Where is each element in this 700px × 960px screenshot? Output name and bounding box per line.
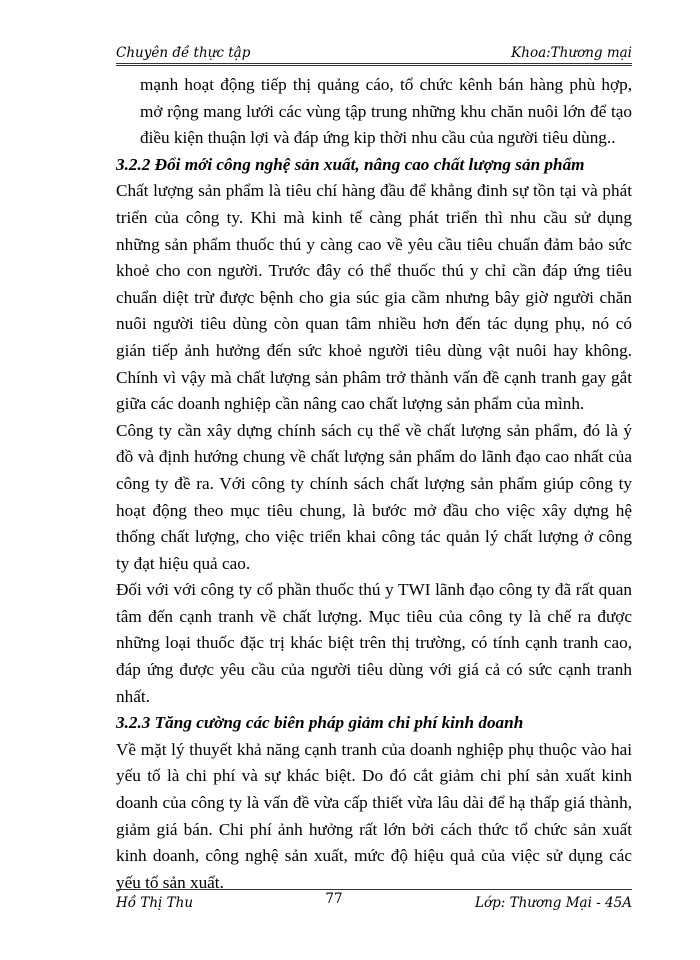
section-heading-3-2-3: 3.2.3 Tăng cường các biên pháp giảm chi phí kinh doanh — [116, 713, 524, 733]
intro-paragraph: mạnh hoạt động tiếp thị quảng cáo, tổ chức kênh bán hàng phù hợp, mở rộng mang lưới các vùng tập trung những khu chăn nuôi lớn để tạo điều kiện thuận lợi và đáp ứng kip thời nhu cầu của người tiêu dùng.. — [140, 75, 632, 148]
paragraph: Về mặt lý thuyết khả năng cạnh tranh của doanh nghiệp phụ thuộc vào hai yếu tố là chi phí và sự khác biệt. Do đó cắt giảm chi phí sản xuất kinh doanh của công ty là vấn đề vừa cấp thiết vừa lâu dài để hạ thấp giá thành, giảm giá bán. Chi phí ảnh hưởng rất lớn bởi cách thức tổ chức sản xuất kinh doanh, công nghệ sản xuất, mức độ hiệu quả của việc sử dụng các yếu tố sản xuất. — [116, 739, 632, 892]
document-body — [116, 72, 632, 896]
section-heading-3-2-2: 3.2.2 Đổi mới công nghệ sản xuất, nâng cao chất lượng sản phẩm — [116, 154, 585, 174]
header-right-department: Khoa:Thương mại — [511, 45, 632, 61]
footer-class: Lớp: Thương Mại - 45A — [475, 895, 632, 911]
header-left-title: Chuyên đề thực tập — [116, 45, 251, 61]
page-number: 77 — [325, 891, 343, 907]
paragraph: Công ty cần xây dựng chính sách cụ thể về chất lượng sản phẩm, đó là ý đồ và định hướng chung về chất lượng sản phẩm do lãnh đạo cao nhất của công ty đề ra. Với công ty chính sách chất lượng sản phẩm giúp công ty hoạt động theo mục tiêu chung, là bước mở đầu cho việc xây dựng hệ thống chất lượng, cho việc triển khai công tác quản lý chất lượng ở công ty đạt hiệu quả cao. — [116, 420, 632, 573]
footer-author: Hồ Thị Thu — [116, 895, 194, 911]
paragraph: Chất lượng sản phẩm là tiêu chí hàng đầu để khẳng đinh sự tồn tại và phát triển của công ty. Khi mà kinh tế càng phát triển thì nhu cầu sử dụng những sản phẩm thuốc thú y càng cao về yêu cầu tiêu chuẩn đảm bảo sức khoẻ cho con người. Trước đây có thể thuốc thú y chỉ cần đáp ứng tiêu chuẩn diệt trừ được bệnh cho gia súc gia cầm nhưng bây giờ người chăn nuôi người tiêu dùng còn quan tâm nhiều hơn đến tác dụng phụ, nó có gián tiếp ảnh hưởng đến sức khoẻ người tiêu dùng vật nuôi hay không. Chính vì vậy mà chất lượng sản phâm trở thành vấn đề cạnh tranh gay gắt giữa các doanh nghiệp cần nâng cao chất lượng sản phẩm của mình. — [116, 181, 632, 414]
page-footer — [116, 889, 632, 913]
page-header — [116, 40, 632, 66]
paragraph: Đối với với công ty cổ phần thuốc thú y TWI lãnh đạo công ty đã rất quan tâm đến cạnh tranh về chất lượng. Mục tiêu của công ty là chế ra được những loại thuốc đặc trị khác biệt trên thị trường, có tính cạnh tranh cao, đáp ứng được yêu cầu của người tiêu dùng với giá cả có sức cạnh tranh nhất. — [116, 580, 632, 706]
